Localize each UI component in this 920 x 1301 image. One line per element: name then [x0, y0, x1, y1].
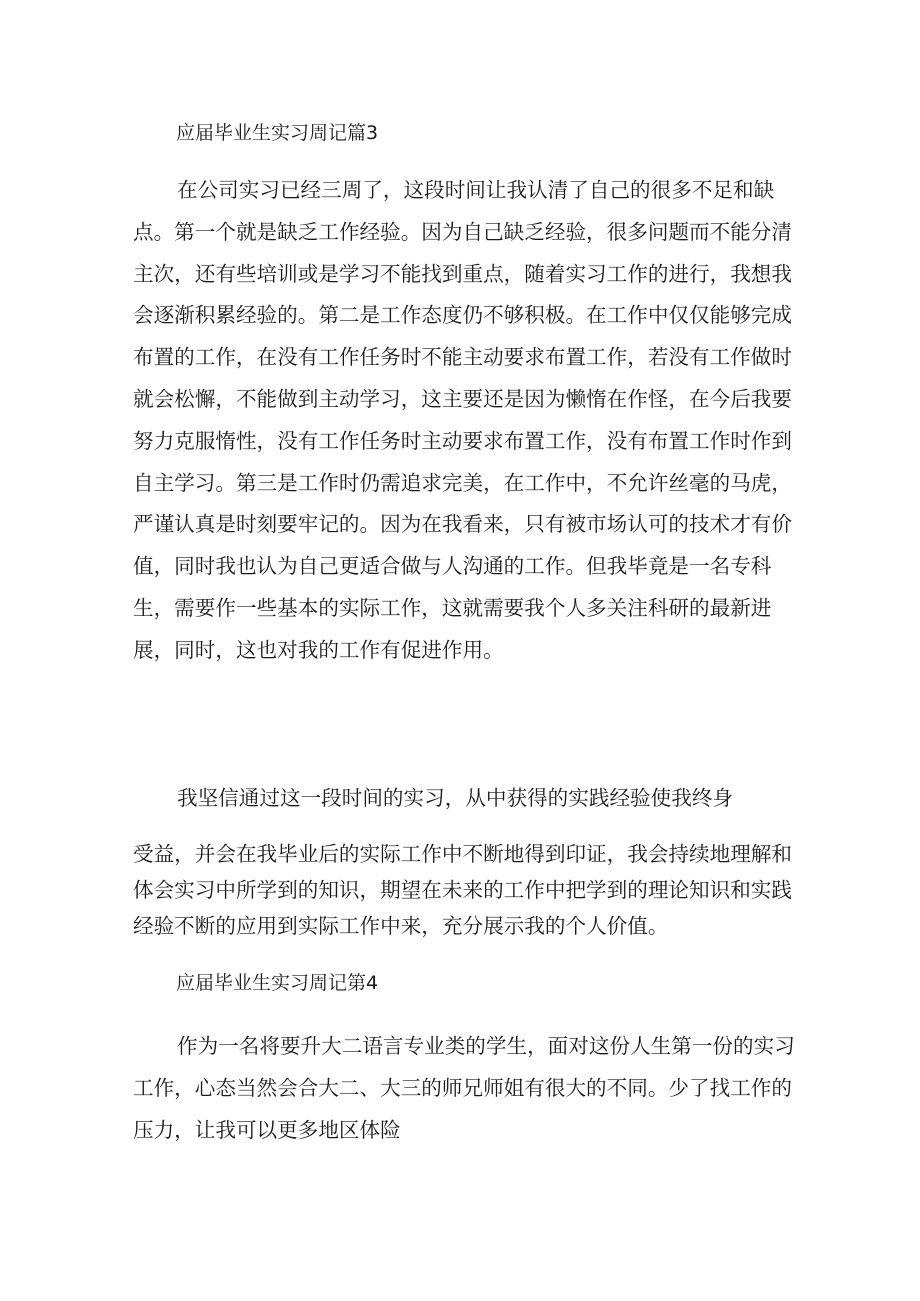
section-heading-4: 应届毕业生实习周记第4 — [176, 972, 379, 994]
body-paragraph-1: 在公司实习已经三周了，这段时间让我认清了自己的很多不足和缺点。第一个就是缺乏工作经验。因为自己缺乏经验，很多问题而不能分清主次，还有些培训或是学习不能找到重点，随着实习工作的进行，我想我会逐渐积累经验的。第二是工作态度仍不够积极。在工作中仅仅能够完成布置的工作，在没有工作任务时不能主动要求布置工作，若没有工作做时就会松懈，不能做到主动学习，这主要还是因为懒惰在作怪，在今后我要努力克服惰性，没有工作任务时主动要求布置工作，没有布置工作时作到自主学习。第三是工作时仍需追求完美，在工作中，不允许丝毫的马虎，严谨认真是时刻要牢记的。因为在我看来，只有被市场认可的技术才有价值，同时我也认为自己更适合做与人沟通的工作。但我毕竟是一名专科生，需要作一些基本的实际工作，这就需要我个人多关注科研的最新进展，同时，这也对我的工作有促进作用。 — [133, 178, 792, 662]
body-paragraph-2-first-line: 我坚信通过这一段时间的实习，从中获得的实践经验使我终身 — [177, 786, 734, 810]
section-heading-3: 应届毕业生实习周记篇3 — [176, 122, 379, 144]
body-paragraph-2-continuation: 受益，并会在我毕业后的实际工作中不断地得到印证，我会持续地理解和体会实习中所学到的知识，期望在未来的工作中把学到的理论知识和实践经验不断的应用到实际工作中来，充分展示我的个人价值。 — [133, 842, 792, 938]
body-paragraph-3: 作为一名将要升大二语言专业类的学生，面对这份人生第一份的实习工作，心态当然会合大二、大三的师兄师姐有很大的不同。少了找工作的压力，让我可以更多地区体险 — [133, 1034, 795, 1142]
